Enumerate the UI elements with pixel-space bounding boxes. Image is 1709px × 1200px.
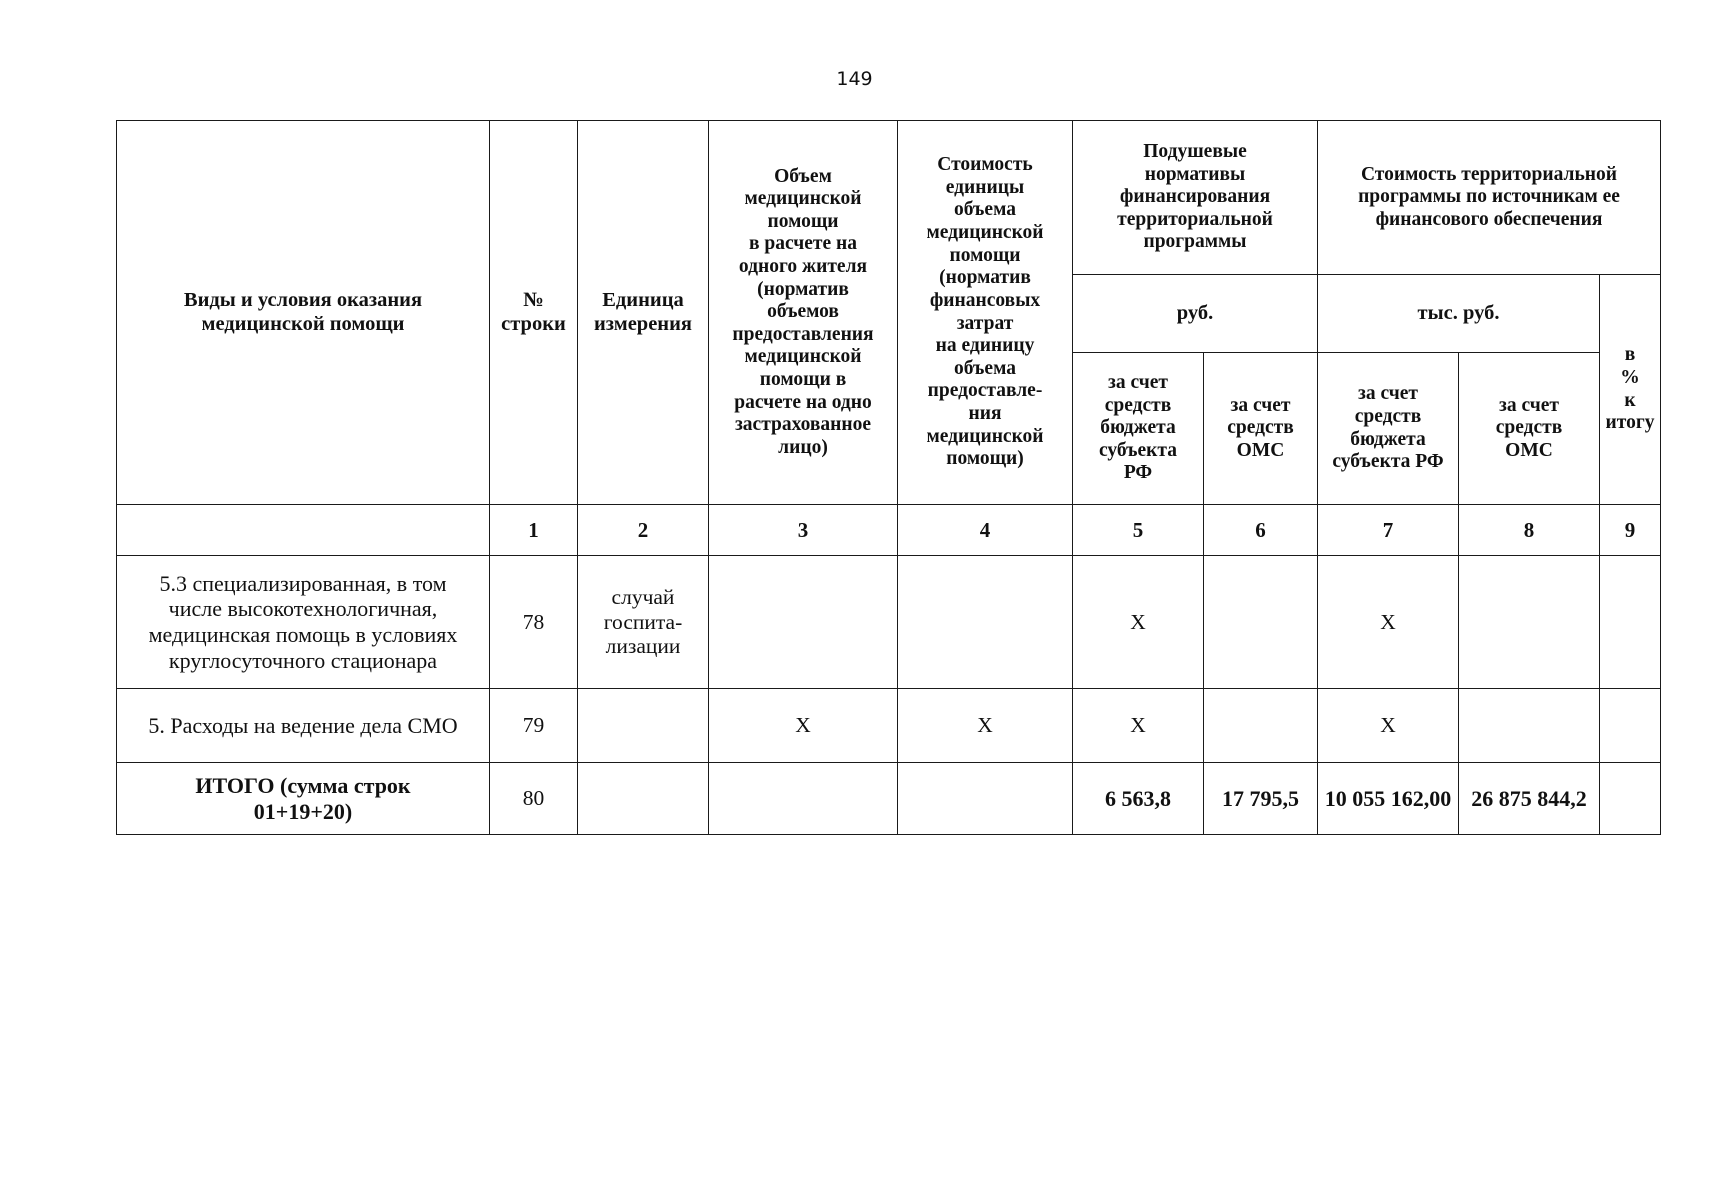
cell-unit-cost: Х: [898, 689, 1073, 763]
header-row-number: № строки: [490, 121, 578, 505]
column-number: 5: [1073, 505, 1204, 556]
table-row-total: [117, 763, 1661, 835]
row-unit: [578, 763, 709, 835]
header-volume: Объем медицинской помощи в расчете на одного жителя (норматив объемов предоставления медицинской помощи в расчете на одно застрахованное лицо): [709, 121, 898, 505]
cell-percent: [1600, 556, 1661, 689]
cell-cost-budget: Х: [1318, 556, 1459, 689]
cell-percent: [1600, 689, 1661, 763]
cell-volume: Х: [709, 689, 898, 763]
header-per-capita-group: Подушевые нормативы финансирования территориальной программы: [1073, 121, 1318, 275]
row-label: 5.3 специализированная, в том числе высокотехнологичная, медицинская помощь в условиях круглосуточного стационара: [117, 556, 490, 689]
cell-cost-oms: [1459, 689, 1600, 763]
row-line-number: 80: [490, 763, 578, 835]
header-budget-rf-2: за счет средств бюджета субъекта РФ: [1318, 353, 1459, 505]
column-number-row: [117, 505, 1661, 556]
cell-per-capita-budget: Х: [1073, 689, 1204, 763]
cell-per-capita-oms: [1204, 556, 1318, 689]
header-program-cost-group: Стоимость территориальной программы по источникам ее финансового обеспечения: [1318, 121, 1661, 275]
row-label: 5. Расходы на ведение дела СМО: [117, 689, 490, 763]
cell-per-capita-oms: 17 795,5: [1204, 763, 1318, 835]
column-number: 7: [1318, 505, 1459, 556]
column-number: 9: [1600, 505, 1661, 556]
header-percent-of-total: в % к итогу: [1600, 275, 1661, 505]
column-number: 8: [1459, 505, 1600, 556]
row-unit: случай госпита- лизации: [578, 556, 709, 689]
cell-cost-budget: Х: [1318, 689, 1459, 763]
table-row: [117, 556, 1661, 689]
cell-percent: [1600, 763, 1661, 835]
row-label-total: ИТОГО (сумма строк 01+19+20): [117, 763, 490, 835]
cell-volume: [709, 556, 898, 689]
cell-cost-oms: 26 875 844,2: [1459, 763, 1600, 835]
header-unit-cost: Стоимость единицы объема медицинской помощи (норматив финансовых затрат на единицу объема предоставле- ния медицинской помощи): [898, 121, 1073, 505]
column-number: 2: [578, 505, 709, 556]
row-unit: [578, 689, 709, 763]
page-number: 149: [836, 68, 873, 90]
header-unit-thousand-rub: тыс. руб.: [1318, 275, 1600, 353]
header-type: Виды и условия оказания медицинской помощи: [117, 121, 490, 505]
row-line-number: 78: [490, 556, 578, 689]
cell-unit-cost: [898, 763, 1073, 835]
row-line-number: 79: [490, 689, 578, 763]
column-number-empty: [117, 505, 490, 556]
cell-per-capita-budget: 6 563,8: [1073, 763, 1204, 835]
table-row: [117, 689, 1661, 763]
header-unit: Единица измерения: [578, 121, 709, 505]
cell-per-capita-budget: Х: [1073, 556, 1204, 689]
header-oms-2: за счет средств ОМС: [1459, 353, 1600, 505]
cell-per-capita-oms: [1204, 689, 1318, 763]
cell-unit-cost: [898, 556, 1073, 689]
column-number: 1: [490, 505, 578, 556]
column-number: 3: [709, 505, 898, 556]
header-unit-rub: руб.: [1073, 275, 1318, 353]
column-number: 6: [1204, 505, 1318, 556]
header-budget-rf: за счет средств бюджета субъекта РФ: [1073, 353, 1204, 505]
cell-volume: [709, 763, 898, 835]
cell-cost-oms: [1459, 556, 1600, 689]
column-number: 4: [898, 505, 1073, 556]
cell-cost-budget: 10 055 162,00: [1318, 763, 1459, 835]
financing-table: [116, 120, 1661, 835]
header-oms: за счет средств ОМС: [1204, 353, 1318, 505]
